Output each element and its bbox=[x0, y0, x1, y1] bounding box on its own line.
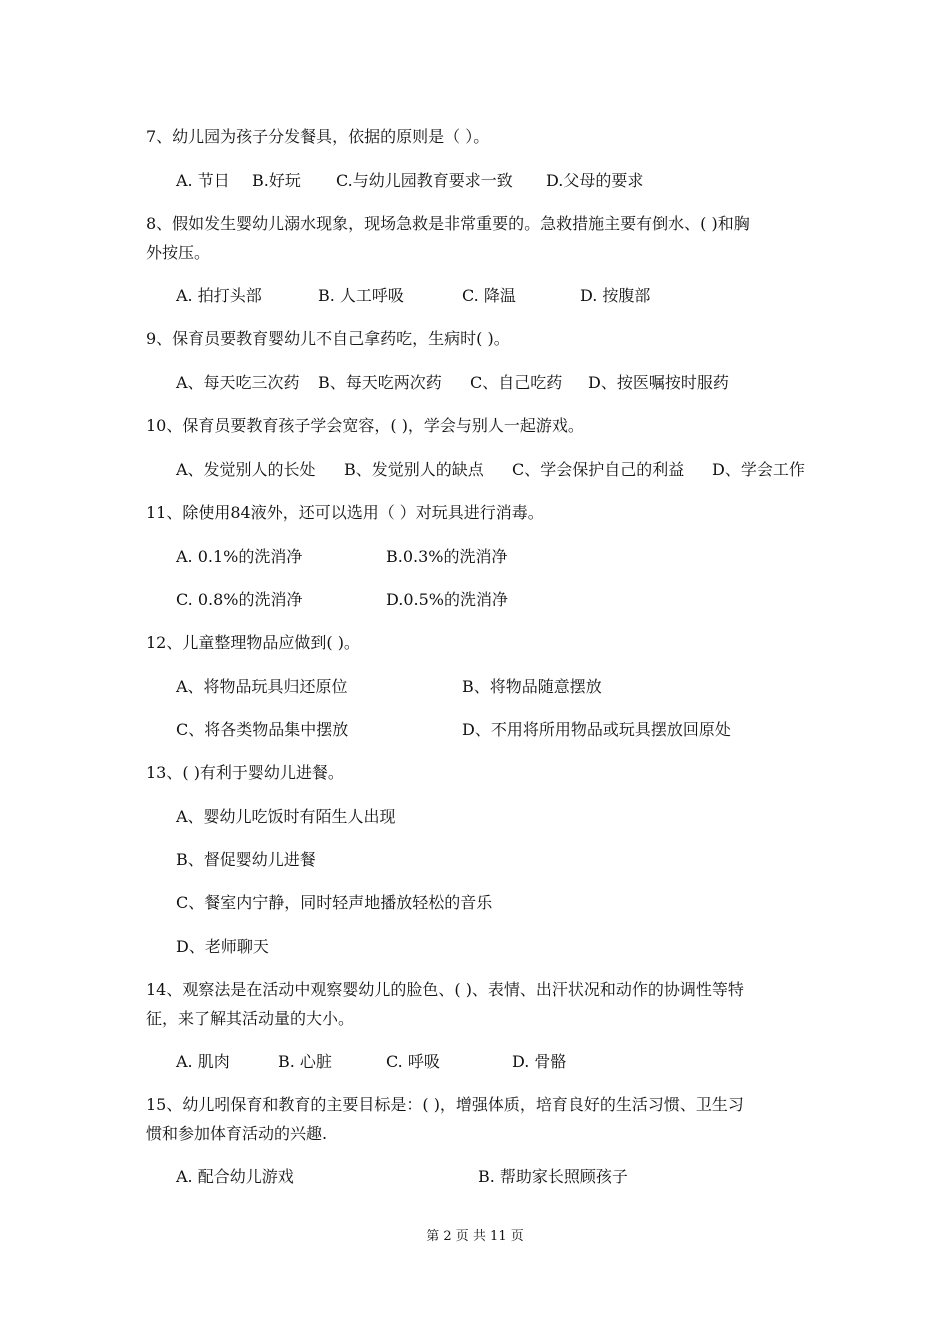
q13-option-a: A、婴幼儿吃饭时有陌生人出现 bbox=[176, 807, 396, 826]
q7-option-b: B.好玩 bbox=[252, 171, 301, 190]
question-8-stem-line-2: 外按压。 bbox=[146, 243, 211, 262]
q8-option-c: C. 降温 bbox=[462, 286, 516, 305]
q13-option-b: B、督促婴幼儿进餐 bbox=[176, 850, 316, 869]
q7-option-c: C.与幼儿园教育要求一致 bbox=[336, 171, 513, 190]
q10-option-c: C、学会保护自己的利益 bbox=[512, 460, 685, 479]
question-15-stem-line-2: 惯和参加体育活动的兴趣. bbox=[146, 1124, 328, 1143]
question-10-stem: 10、保育员要教育孩子学会宽容，( )，学会与别人一起游戏。 bbox=[146, 416, 584, 435]
page-footer: 第 2 页 共 11 页 bbox=[426, 1229, 524, 1244]
q10-option-d: D、学会工作 bbox=[712, 460, 805, 479]
question-14-stem-line-2: 征，来了解其活动量的大小。 bbox=[146, 1009, 355, 1028]
q11-option-b: B.0.3%的洗消净 bbox=[386, 547, 508, 566]
q12-option-b: B、将物品随意摆放 bbox=[462, 677, 602, 696]
q11-option-c: C. 0.8%的洗消净 bbox=[176, 590, 303, 609]
q12-option-d: D、不用将所用物品或玩具摆放回原处 bbox=[462, 720, 731, 739]
q14-option-c: C. 呼吸 bbox=[386, 1052, 440, 1071]
q8-option-b: B. 人工呼吸 bbox=[318, 286, 404, 305]
q10-option-a: A、发觉别人的长处 bbox=[176, 460, 316, 479]
q13-option-c: C、餐室内宁静，同时轻声地播放轻松的音乐 bbox=[176, 893, 493, 912]
question-8-stem-line-1: 8、假如发生婴幼儿溺水现象，现场急救是非常重要的。急救措施主要有倒水、( )和胸 bbox=[146, 214, 750, 233]
q9-option-c: C、自己吃药 bbox=[470, 373, 563, 392]
q14-option-d: D. 骨骼 bbox=[512, 1052, 567, 1071]
q9-option-a: A、每天吃三次药 bbox=[176, 373, 300, 392]
question-7-stem: 7、幼儿园为孩子分发餐具，依据的原则是（ ）。 bbox=[146, 127, 490, 146]
q12-option-a: A、将物品玩具归还原位 bbox=[176, 677, 348, 696]
q14-option-a: A. 肌肉 bbox=[176, 1052, 230, 1071]
q9-option-b: B、每天吃两次药 bbox=[318, 373, 442, 392]
q7-option-a: A. 节日 bbox=[176, 171, 230, 190]
question-15-stem-line-1: 15、幼儿吲保育和教育的主要目标是：( )，增强体质，培育良好的生活习惯、卫生习 bbox=[146, 1095, 744, 1114]
q8-option-d: D. 按腹部 bbox=[580, 286, 651, 305]
question-14-stem-line-1: 14、观察法是在活动中观察婴幼儿的脸色、( )、表情、出汗状况和动作的协调性等特 bbox=[146, 980, 744, 999]
q10-option-b: B、发觉别人的缺点 bbox=[344, 460, 484, 479]
question-9-stem: 9、保育员要教育婴幼儿不自己拿药吃，生病时( )。 bbox=[146, 329, 510, 348]
q11-option-a: A. 0.1%的洗消净 bbox=[176, 547, 303, 566]
q12-option-c: C、将各类物品集中摆放 bbox=[176, 720, 349, 739]
q14-option-b: B. 心脏 bbox=[278, 1052, 332, 1071]
question-13-stem: 13、( )有利于婴幼儿进餐。 bbox=[146, 763, 344, 782]
question-12-stem: 12、儿童整理物品应做到( )。 bbox=[146, 633, 360, 652]
q8-option-a: A. 拍打头部 bbox=[176, 286, 262, 305]
q9-option-d: D、按医嘱按时服药 bbox=[588, 373, 729, 392]
q13-option-d: D、老师聊天 bbox=[176, 937, 269, 956]
question-11-stem: 11、除使用84液外，还可以选用（ ）对玩具进行消毒。 bbox=[146, 503, 544, 522]
q7-option-d: D.父母的要求 bbox=[546, 171, 644, 190]
q15-option-a: A. 配合幼儿游戏 bbox=[176, 1167, 294, 1186]
q11-option-d: D.0.5%的洗消净 bbox=[386, 590, 508, 609]
q15-option-b: B. 帮助家长照顾孩子 bbox=[478, 1167, 628, 1186]
